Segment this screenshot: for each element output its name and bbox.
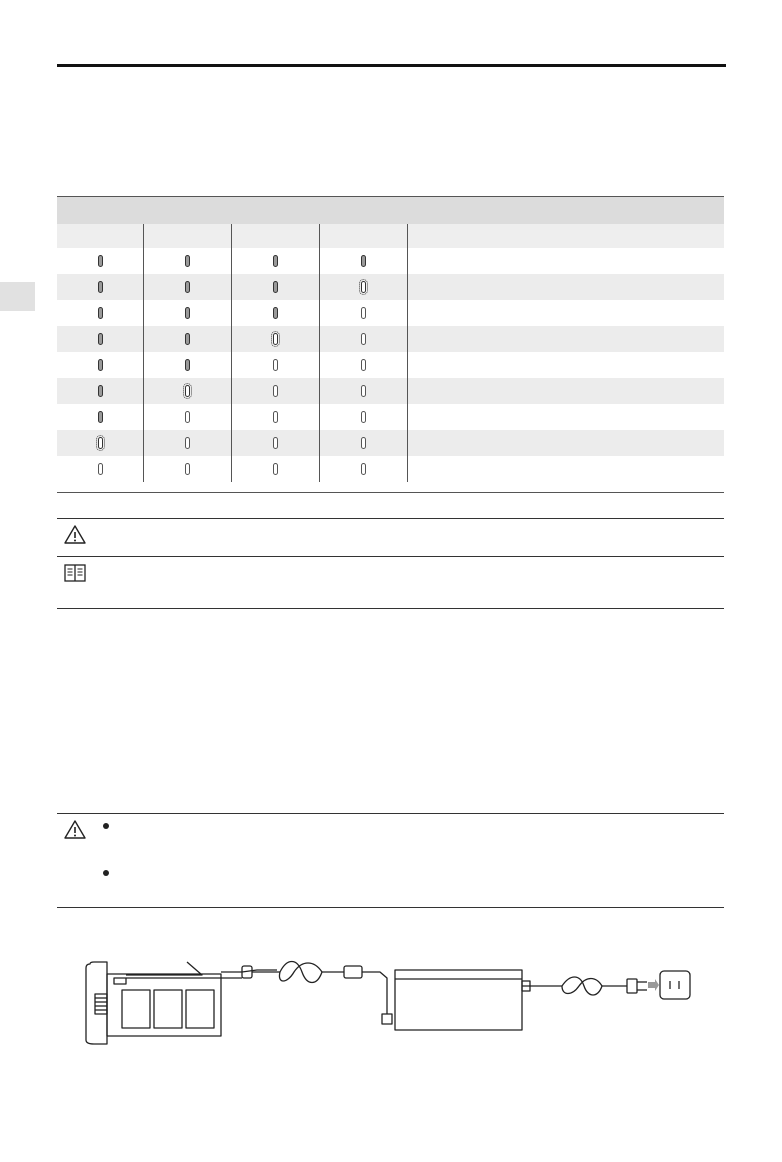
battery-cell <box>186 990 214 1028</box>
plug <box>627 979 637 993</box>
led-on-icon <box>361 255 366 267</box>
battery-level-text <box>408 248 724 274</box>
led-off-icon <box>361 411 366 423</box>
battery-level-text <box>408 326 724 352</box>
led-off-icon <box>273 359 278 371</box>
table-row <box>57 326 724 352</box>
led-cell <box>320 404 408 430</box>
led-on-icon <box>98 333 103 345</box>
led-cell <box>320 274 408 300</box>
led-cell <box>57 274 144 300</box>
table-row <box>57 300 724 326</box>
battery-level-text <box>408 378 724 404</box>
led-on-icon <box>185 359 190 371</box>
battery-outline <box>86 962 107 1044</box>
led-cell <box>320 248 408 274</box>
led-off-icon <box>98 463 103 475</box>
battery-level-text <box>408 300 724 326</box>
led-off-icon <box>185 437 190 449</box>
arrow-icon <box>648 979 659 991</box>
table-row <box>57 248 724 274</box>
led-cell <box>57 456 144 482</box>
header-level <box>408 224 724 248</box>
led-on-icon <box>273 281 278 293</box>
led-cell <box>144 326 232 352</box>
led-on-icon <box>273 255 278 267</box>
table-row <box>57 378 724 404</box>
header-led3 <box>232 224 320 248</box>
led-cell <box>320 352 408 378</box>
led-on-icon <box>98 411 103 423</box>
led-off-icon <box>361 359 366 371</box>
led-cell <box>144 300 232 326</box>
led-cell <box>144 352 232 378</box>
led-off-icon <box>361 437 366 449</box>
table-title <box>57 196 724 224</box>
led-on-icon <box>98 359 103 371</box>
led-cell <box>232 404 320 430</box>
battery-level-text <box>408 456 724 482</box>
charging-rule-top <box>57 813 724 814</box>
table-row <box>57 456 724 482</box>
led-on-icon <box>98 255 103 267</box>
led-cell <box>232 456 320 482</box>
header-led2 <box>144 224 232 248</box>
led-cell <box>144 404 232 430</box>
led-cell <box>144 456 232 482</box>
led-blink-icon <box>361 281 366 293</box>
book-icon <box>64 564 86 582</box>
warning-icon <box>64 525 86 544</box>
led-off-icon <box>361 385 366 397</box>
led-off-icon <box>361 307 366 319</box>
led-on-icon <box>185 281 190 293</box>
wall-outlet <box>660 971 690 999</box>
table-row <box>57 404 724 430</box>
led-on-icon <box>185 307 190 319</box>
charging-rule-bottom <box>57 907 724 908</box>
led-cell <box>144 248 232 274</box>
led-cell <box>320 456 408 482</box>
table-end-rule <box>57 492 724 493</box>
note-rule <box>57 608 724 609</box>
battery-cell <box>122 990 150 1028</box>
led-cell <box>57 378 144 404</box>
bullet-dot <box>103 870 109 876</box>
battery-body <box>107 974 221 1036</box>
header-led1 <box>57 224 144 248</box>
led-cell <box>144 378 232 404</box>
warning-icon <box>64 820 86 839</box>
led-off-icon <box>273 463 278 475</box>
led-cell <box>57 404 144 430</box>
led-cell <box>320 378 408 404</box>
led-cell <box>232 300 320 326</box>
battery-level-text <box>408 352 724 378</box>
table-row <box>57 274 724 300</box>
led-on-icon <box>185 255 190 267</box>
table-row <box>57 352 724 378</box>
side-tab <box>0 282 35 311</box>
led-off-icon <box>361 333 366 345</box>
led-blink-icon <box>273 333 278 345</box>
battery-level-text <box>408 430 724 456</box>
header-led4 <box>320 224 408 248</box>
led-cell <box>320 300 408 326</box>
led-cell <box>57 248 144 274</box>
led-blink-icon <box>185 385 190 397</box>
table-body <box>57 248 724 482</box>
table-header-row <box>57 224 724 248</box>
led-blink-icon <box>98 437 103 449</box>
battery-level-text <box>408 404 724 430</box>
led-off-icon <box>273 385 278 397</box>
battery-level-text <box>408 274 724 300</box>
note-rule <box>57 556 724 557</box>
led-off-icon <box>273 437 278 449</box>
led-on-icon <box>273 307 278 319</box>
battery-cell <box>154 990 182 1028</box>
led-cell <box>232 378 320 404</box>
led-cell <box>320 430 408 456</box>
led-cell <box>232 430 320 456</box>
led-cell <box>320 326 408 352</box>
led-on-icon <box>98 385 103 397</box>
led-cell <box>232 326 320 352</box>
led-off-icon <box>185 463 190 475</box>
bullet-dot <box>103 823 109 829</box>
table-row <box>57 430 724 456</box>
top-rule <box>57 64 726 67</box>
led-cell <box>232 352 320 378</box>
led-on-icon <box>185 333 190 345</box>
led-on-icon <box>98 307 103 319</box>
led-cell <box>232 248 320 274</box>
led-off-icon <box>185 411 190 423</box>
charging-illustration <box>82 944 702 1048</box>
led-cell <box>144 430 232 456</box>
led-cell <box>57 326 144 352</box>
led-cell <box>144 274 232 300</box>
led-off-icon <box>273 411 278 423</box>
led-cell <box>232 274 320 300</box>
led-off-icon <box>361 463 366 475</box>
led-on-icon <box>98 281 103 293</box>
battery-level-table <box>57 196 724 493</box>
led-cell <box>57 430 144 456</box>
led-cell <box>57 300 144 326</box>
led-cell <box>57 352 144 378</box>
note-rule <box>57 518 724 519</box>
